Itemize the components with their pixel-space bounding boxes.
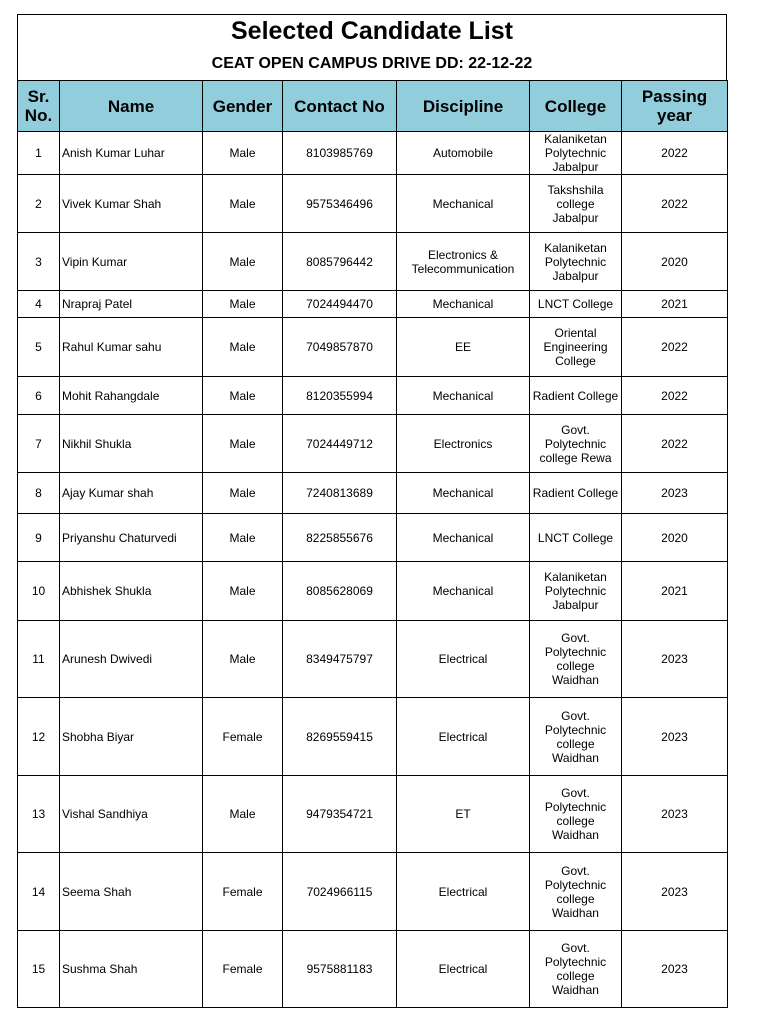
cell-contact-no: 9575346496 xyxy=(283,175,397,233)
cell-contact-no: 7024494470 xyxy=(283,291,397,318)
table-row xyxy=(18,377,728,415)
cell-contact-no: 8120355994 xyxy=(283,377,397,415)
cell-college: Govt. Polytechnic college Waidhan xyxy=(530,621,622,698)
cell-discipline: Electrical xyxy=(397,853,530,931)
cell-gender: Male xyxy=(203,377,283,415)
cell-discipline: Mechanical xyxy=(397,473,530,514)
cell-passing-year: 2023 xyxy=(622,853,728,931)
table-header-row xyxy=(18,81,728,132)
table-row xyxy=(18,415,728,473)
cell-name: Arunesh Dwivedi xyxy=(60,621,203,698)
cell-name: Priyanshu Chaturvedi xyxy=(60,514,203,562)
cell-discipline: Electrical xyxy=(397,698,530,776)
cell-passing-year: 2022 xyxy=(622,318,728,377)
header-passing-year: Passing year xyxy=(622,81,728,132)
table-row xyxy=(18,931,728,1008)
cell-name: Anish Kumar Luhar xyxy=(60,132,203,175)
table-row xyxy=(18,318,728,377)
cell-passing-year: 2022 xyxy=(622,415,728,473)
cell-discipline: Automobile xyxy=(397,132,530,175)
table-row xyxy=(18,132,728,175)
table-row xyxy=(18,473,728,514)
header-contact-no: Contact No xyxy=(283,81,397,132)
cell-passing-year: 2022 xyxy=(622,132,728,175)
table-row xyxy=(18,621,728,698)
cell-college: Takshshila college Jabalpur xyxy=(530,175,622,233)
cell-name: Seema Shah xyxy=(60,853,203,931)
cell-college: Kalaniketan Polytechnic Jabalpur xyxy=(530,562,622,621)
cell-name: Mohit Rahangdale xyxy=(60,377,203,415)
cell-college: Radient College xyxy=(530,377,622,415)
cell-sr-no: 5 xyxy=(18,318,60,377)
cell-college: Govt. Polytechnic college Rewa xyxy=(530,415,622,473)
cell-college: Govt. Polytechnic college Waidhan xyxy=(530,931,622,1008)
cell-gender: Male xyxy=(203,233,283,291)
table-row xyxy=(18,291,728,318)
cell-gender: Female xyxy=(203,853,283,931)
cell-contact-no: 8225855676 xyxy=(283,514,397,562)
cell-contact-no: 7240813689 xyxy=(283,473,397,514)
cell-passing-year: 2023 xyxy=(622,931,728,1008)
cell-discipline: EE xyxy=(397,318,530,377)
header-sr-no: Sr. No. xyxy=(18,81,60,132)
cell-college: Govt. Polytechnic college Waidhan xyxy=(530,776,622,853)
candidate-sheet xyxy=(17,14,727,1008)
cell-sr-no: 7 xyxy=(18,415,60,473)
cell-contact-no: 7049857870 xyxy=(283,318,397,377)
cell-passing-year: 2023 xyxy=(622,473,728,514)
cell-college: LNCT College xyxy=(530,291,622,318)
cell-contact-no: 7024966115 xyxy=(283,853,397,931)
table-row xyxy=(18,514,728,562)
cell-passing-year: 2022 xyxy=(622,377,728,415)
cell-sr-no: 15 xyxy=(18,931,60,1008)
cell-name: Abhishek Shukla xyxy=(60,562,203,621)
page-title: Selected Candidate List xyxy=(230,17,514,45)
cell-gender: Male xyxy=(203,473,283,514)
page-subtitle: CEAT OPEN CAMPUS DRIVE DD: 22-12-22 xyxy=(211,55,533,72)
cell-gender: Male xyxy=(203,514,283,562)
cell-discipline: Mechanical xyxy=(397,291,530,318)
cell-name: Ajay Kumar shah xyxy=(60,473,203,514)
cell-college: Govt. Polytechnic college Waidhan xyxy=(530,698,622,776)
cell-sr-no: 6 xyxy=(18,377,60,415)
cell-name: Nikhil Shukla xyxy=(60,415,203,473)
cell-college: Radient College xyxy=(530,473,622,514)
cell-gender: Male xyxy=(203,132,283,175)
cell-discipline: Mechanical xyxy=(397,377,530,415)
cell-passing-year: 2023 xyxy=(622,776,728,853)
cell-sr-no: 11 xyxy=(18,621,60,698)
cell-college: Govt. Polytechnic college Waidhan xyxy=(530,853,622,931)
cell-contact-no: 9575881183 xyxy=(283,931,397,1008)
cell-contact-no: 9479354721 xyxy=(283,776,397,853)
cell-sr-no: 8 xyxy=(18,473,60,514)
cell-gender: Male xyxy=(203,175,283,233)
cell-sr-no: 9 xyxy=(18,514,60,562)
cell-discipline: Electronics & Telecommunication xyxy=(397,233,530,291)
cell-sr-no: 12 xyxy=(18,698,60,776)
cell-college: Kalaniketan Polytechnic Jabalpur xyxy=(530,233,622,291)
cell-name: Nrapraj Patel xyxy=(60,291,203,318)
cell-name: Shobha Biyar xyxy=(60,698,203,776)
cell-passing-year: 2023 xyxy=(622,698,728,776)
cell-gender: Female xyxy=(203,698,283,776)
title-block xyxy=(17,14,727,80)
cell-passing-year: 2020 xyxy=(622,514,728,562)
cell-passing-year: 2020 xyxy=(622,233,728,291)
cell-college: Oriental Engineering College xyxy=(530,318,622,377)
cell-discipline: Electrical xyxy=(397,931,530,1008)
cell-gender: Male xyxy=(203,318,283,377)
table-row xyxy=(18,853,728,931)
cell-passing-year: 2023 xyxy=(622,621,728,698)
cell-gender: Male xyxy=(203,415,283,473)
cell-gender: Male xyxy=(203,776,283,853)
cell-sr-no: 1 xyxy=(18,132,60,175)
cell-passing-year: 2021 xyxy=(622,291,728,318)
header-discipline: Discipline xyxy=(397,81,530,132)
cell-contact-no: 8103985769 xyxy=(283,132,397,175)
cell-college: LNCT College xyxy=(530,514,622,562)
cell-contact-no: 8349475797 xyxy=(283,621,397,698)
cell-contact-no: 8085796442 xyxy=(283,233,397,291)
cell-passing-year: 2022 xyxy=(622,175,728,233)
cell-college: Kalaniketan Polytechnic Jabalpur xyxy=(530,132,622,175)
cell-gender: Female xyxy=(203,931,283,1008)
cell-sr-no: 14 xyxy=(18,853,60,931)
header-college: College xyxy=(530,81,622,132)
cell-name: Vishal Sandhiya xyxy=(60,776,203,853)
cell-discipline: ET xyxy=(397,776,530,853)
cell-gender: Male xyxy=(203,621,283,698)
cell-name: Rahul Kumar sahu xyxy=(60,318,203,377)
cell-discipline: Mechanical xyxy=(397,562,530,621)
table-row xyxy=(18,562,728,621)
table-row xyxy=(18,776,728,853)
cell-gender: Male xyxy=(203,291,283,318)
table-row xyxy=(18,175,728,233)
cell-name: Vipin Kumar xyxy=(60,233,203,291)
header-name: Name xyxy=(60,81,203,132)
table-body xyxy=(18,132,728,1008)
cell-gender: Male xyxy=(203,562,283,621)
table-row xyxy=(18,233,728,291)
cell-passing-year: 2021 xyxy=(622,562,728,621)
cell-sr-no: 10 xyxy=(18,562,60,621)
cell-discipline: Electronics xyxy=(397,415,530,473)
table-row xyxy=(18,698,728,776)
header-gender: Gender xyxy=(203,81,283,132)
cell-name: Sushma Shah xyxy=(60,931,203,1008)
cell-sr-no: 13 xyxy=(18,776,60,853)
cell-name: Vivek Kumar Shah xyxy=(60,175,203,233)
cell-discipline: Mechanical xyxy=(397,514,530,562)
cell-discipline: Mechanical xyxy=(397,175,530,233)
cell-sr-no: 3 xyxy=(18,233,60,291)
cell-contact-no: 8085628069 xyxy=(283,562,397,621)
cell-contact-no: 8269559415 xyxy=(283,698,397,776)
candidate-table xyxy=(17,80,728,1008)
cell-discipline: Electrical xyxy=(397,621,530,698)
cell-contact-no: 7024449712 xyxy=(283,415,397,473)
cell-sr-no: 2 xyxy=(18,175,60,233)
cell-sr-no: 4 xyxy=(18,291,60,318)
